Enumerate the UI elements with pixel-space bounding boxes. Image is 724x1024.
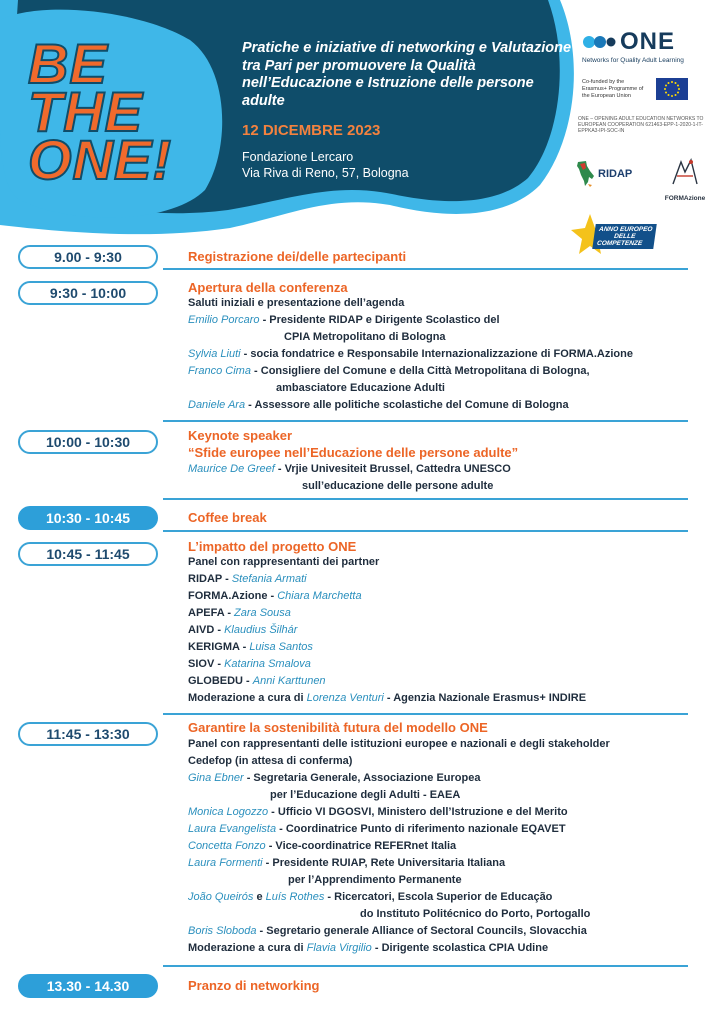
- forma-wordmark: FORMAzione: [664, 195, 706, 202]
- separator-line: [163, 268, 688, 270]
- time-pill: 13.30 - 14.30: [18, 974, 158, 998]
- detail-line: CPIA Metropolitano di Bologna: [284, 331, 446, 343]
- venue-address: Via Riva di Reno, 57, Bologna: [242, 166, 409, 180]
- one-tagline: Networks for Quality Adult Learning: [582, 57, 684, 64]
- speaker-name: Concetta Fonzo: [188, 840, 266, 852]
- speaker-name: Monica Logozzo: [188, 806, 269, 818]
- detail-line: Panel con rappresentanti delle istituzioni europee e nazionali e degli stakeholder: [188, 738, 610, 750]
- partner-line: AIVD - Klaudius Šilhár: [188, 624, 298, 636]
- speaker-name: Zara Sousa: [234, 607, 291, 619]
- logo-line-the: THE: [28, 80, 143, 143]
- venue-name: Fondazione Lercaro: [242, 150, 354, 164]
- speaker-name: Flavia Virgilio: [306, 942, 372, 954]
- header-info: [242, 40, 572, 181]
- session-title: Pranzo di networking: [188, 978, 320, 993]
- speaker-line: Emilio Porcaro - Presidente RIDAP e Dirigente Scolastico del: [188, 314, 500, 326]
- speaker-name: Franco Cima: [188, 365, 251, 377]
- partner-line: SIOV - Katarina Smalova: [188, 658, 311, 670]
- logo-line-be: BE: [28, 32, 108, 95]
- session-title: Coffee break: [188, 510, 267, 525]
- session-details: [188, 295, 688, 414]
- speaker-name: Daniele Ara: [188, 399, 246, 411]
- separator-line: [163, 498, 688, 500]
- speaker-line: Laura Evangelista - Coordinatrice Punto di riferimento nazionale EQAVET: [188, 823, 566, 835]
- eu-cofunded-text: Co-funded by the Erasmus+ Programme of the European Union: [582, 78, 644, 99]
- partner-line: RIDAP - Stefania Armati: [188, 573, 307, 585]
- ridap-wordmark: RIDAP: [598, 168, 633, 180]
- session-details: [188, 427, 688, 495]
- speaker-name: Gina Ebner: [188, 772, 244, 784]
- speaker-name: Laura Formenti: [188, 857, 263, 869]
- session-title: Keynote speaker: [188, 428, 293, 443]
- eu-cofunded-block: [582, 78, 688, 100]
- detail-line: Cedefop (in attesa di conferma): [188, 755, 353, 767]
- detail-line: sull’educazione delle persone adulte: [302, 480, 494, 492]
- speaker-line: Concetta Fonzo - Vice-coordinatrice REFERnet Italia: [188, 840, 457, 852]
- speaker-name: Laura Evangelista: [188, 823, 277, 835]
- time-pill: 10:45 - 11:45: [18, 542, 158, 566]
- be-the-one-logo: [28, 32, 228, 191]
- speaker-line: João Queirós e Luís Rothes - Ricercatori, Escola Superior de Educação: [188, 891, 553, 903]
- detail-line: Panel con rappresentanti dei partner: [188, 556, 380, 568]
- speaker-name: Chiara Marchetta: [277, 590, 362, 602]
- partner-line: APEFA - Zara Sousa: [188, 607, 291, 619]
- speaker-name: Emilio Porcaro: [188, 314, 260, 326]
- speaker-line: Monica Logozzo - Ufficio VI DGOSVI, Ministero dell’Istruzione e del Merito: [188, 806, 568, 818]
- separator-line: [163, 965, 688, 967]
- speaker-name: Maurice De Greef: [188, 463, 275, 475]
- project-reference: ONE – OPENING ADULT EDUCATION NETWORKS TO EUROPEAN COOPERATION 621463-EPP-1-2020-1-IT-EPPKA3-IPI-SOC-IN: [578, 116, 704, 134]
- time-pill: 10:00 - 10:30: [18, 430, 158, 454]
- time-pill: 11:45 - 13:30: [18, 722, 158, 746]
- time-pill: 10:30 - 10:45: [18, 506, 158, 530]
- speaker-name: João Queirós: [188, 891, 254, 903]
- moderator-line: Moderazione a cura di Lorenza Venturi - Agenzia Nazionale Erasmus+ INDIRE: [188, 692, 587, 704]
- speaker-name: Luís Rothes: [265, 891, 325, 903]
- speaker-name: Katarina Smalova: [224, 658, 311, 670]
- event-venue: [242, 149, 572, 181]
- time-pill: 9.00 - 9:30: [18, 245, 158, 269]
- speaker-name: Lorenza Venturi: [306, 692, 384, 704]
- session-title: Apertura della conferenza: [188, 280, 348, 295]
- speaker-line: Sylvia Liuti - socia fondatrice e Responsabile Internazionalizzazione di FORMA.Azione: [188, 348, 633, 360]
- ridap-logo: [574, 160, 632, 188]
- event-date: 12 DICEMBRE 2023: [242, 122, 381, 139]
- session-title: Garantire la sostenibilità futura del modello ONE: [188, 720, 488, 735]
- speaker-line: Maurice De Greef - Vrjie Univesiteit Brussel, Cattedra UNESCO: [188, 463, 511, 475]
- partner-line: KERIGMA - Luisa Santos: [188, 641, 313, 653]
- session-details: [188, 554, 688, 707]
- moderator-line: Moderazione a cura di Flavia Virgilio - Dirigente scolastica CPIA Udine: [188, 942, 549, 954]
- detail-line: do Instituto Politécnico do Porto, Portogallo: [360, 908, 591, 920]
- one-wordmark: ONE: [620, 28, 676, 55]
- speaker-line: Daniele Ara - Assessore alle politiche scolastiche del Comune di Bologna: [188, 399, 569, 411]
- detail-line: ambasciatore Educazione Adulti: [276, 382, 445, 394]
- eu-flag-icon: [656, 78, 688, 100]
- session-details: [188, 736, 688, 957]
- event-title: Pratiche e iniziative di networking e Valutazione tra Pari per promuovere la Qualità nell’Educazione e Istruzione delle persone adulte: [242, 40, 572, 109]
- speaker-name: Klaudius Šilhár: [224, 624, 298, 636]
- forma-figure-icon: [667, 158, 703, 188]
- one-network-logo: [582, 28, 684, 64]
- italy-map-icon: [574, 160, 596, 188]
- one-drops-icon: [582, 32, 616, 52]
- separator-line: [163, 530, 688, 532]
- time-pill: 9:30 - 10:00: [18, 281, 158, 305]
- speaker-name: Stefania Armati: [231, 573, 307, 585]
- speaker-line: Laura Formenti - Presidente RUIAP, Rete Universitaria Italiana: [188, 857, 506, 869]
- keynote-subtitle: “Sfide europee nell’Educazione delle persone adulte”: [188, 445, 519, 460]
- speaker-name: Luisa Santos: [249, 641, 313, 653]
- speaker-name: Sylvia Liuti: [188, 348, 241, 360]
- detail-line: per l’Educazione degli Adulti - EAEA: [270, 789, 461, 801]
- detail-line: per l’Apprendimento Permanente: [288, 874, 462, 886]
- partner-line: GLOBEDU - Anni Karttunen: [188, 675, 326, 687]
- partner-line: FORMA.Azione - Chiara Marchetta: [188, 590, 362, 602]
- speaker-line: Boris Sloboda - Segretario generale Alliance of Sectoral Councils, Slovacchia: [188, 925, 587, 937]
- anno-europeo-text: ANNO EUROPEO DELLE COMPETENZE: [592, 224, 657, 249]
- logo-line-one: ONE!: [28, 128, 172, 191]
- speaker-line: Franco Cima - Consigliere del Comune e della Città Metropolitana di Bologna,: [188, 365, 590, 377]
- separator-line: [163, 420, 688, 422]
- detail-line: Saluti iniziali e presentazione dell’agenda: [188, 297, 405, 309]
- anno-europeo-badge: [570, 212, 680, 258]
- speaker-name: Anni Karttunen: [252, 675, 326, 687]
- speaker-line: Gina Ebner - Segretaria Generale, Associazione Europea: [188, 772, 481, 784]
- forma-azione-logo: [650, 158, 720, 202]
- separator-line: [163, 713, 688, 715]
- session-title: Registrazione dei/delle partecipanti: [188, 249, 407, 264]
- session-title: L’impatto del progetto ONE: [188, 539, 357, 554]
- speaker-name: Boris Sloboda: [188, 925, 257, 937]
